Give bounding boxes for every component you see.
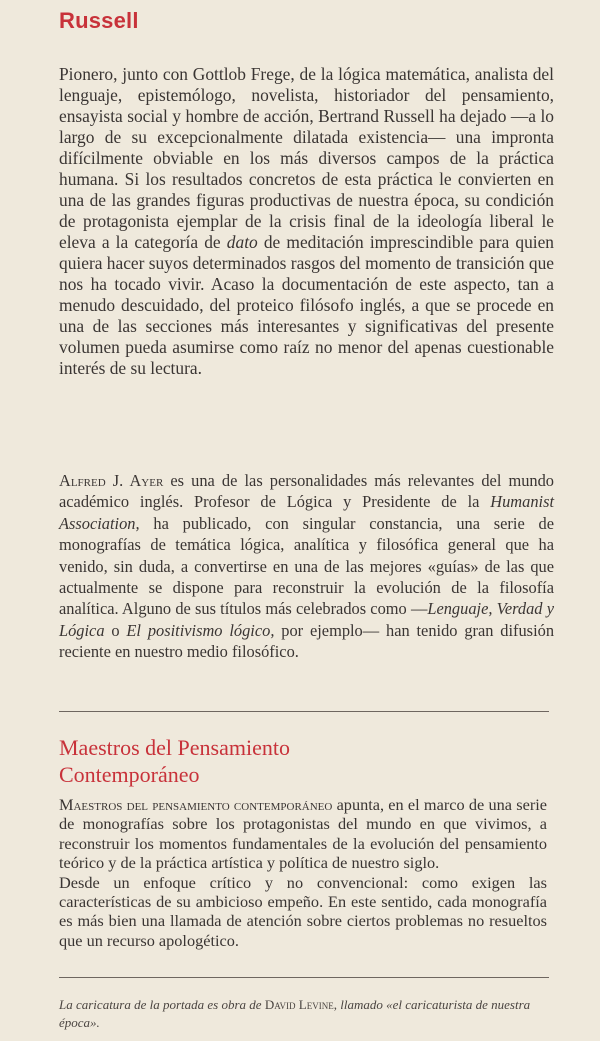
- author-text-4: por ejemplo— han tenido gran difusión reciente en nuestro medio filosófico.: [59, 620, 555, 662]
- intro-text-1: Pionero, junto con Gottlob Frege, de la lógica matemática, analista del lenguaje, epistemólogo, novelista, historiador del pensamiento, ensayista social y hombre de acción, Bertrand Russell ha dejado —a lo largo de su excepcionalmente dilatada existencia— una impronta difícilmente obviable en los más diversos campos de la práctica humana. Si los resultados concretos de esta práctica le convierten en una de las grandes figuras productivas de nuestra época, su condición de protagonista ejemplar de la crisis final de la ideología liberal le eleva a la categoría de: [59, 64, 554, 252]
- author-name: Alfred J. Ayer: [59, 471, 164, 490]
- author-text-1: es una de las personalidades más relevantes del mundo académico inglés. Profesor de Lógica y Presidente de la: [59, 471, 555, 512]
- series-text-1-body: apunta, en el marco de una serie de monografías sobre los protagonistas del mundo en que vivimos, a reconstruir los momentos fundamentales de la evolución del pensamiento teórico y de la práctica artística y política de nuestro siglo.: [59, 795, 547, 873]
- book-title: Russell: [59, 8, 139, 33]
- cover-artist: David Levine,: [264, 997, 337, 1012]
- author-book-2: El positivismo lógico,: [126, 620, 275, 640]
- series-heading-line-1: Maestros del Pensamiento: [59, 735, 290, 760]
- cover-credit: [59, 996, 549, 1032]
- intro-emphasis: dato: [226, 232, 258, 252]
- author-text-2: ha publicado, con singular constancia, una serie de monografías de temática lógica, analítica y filosófica general que ha venido, sin duda, a convertirse en una de las mejores «guías» de las que actualmente se dispone para reconstruir la evolución de la filosofía analítica. Alguno de sus títulos más celebrados como —: [59, 513, 554, 619]
- author-paragraph: [59, 470, 554, 663]
- intro-paragraph: [59, 64, 554, 379]
- cover-credit-text-1: La caricatura de la portada es obra de: [59, 997, 265, 1012]
- series-heading-line-2: Contemporáneo: [59, 762, 200, 787]
- series-heading: [59, 734, 290, 788]
- author-book-1: Lenguaje, Verdad y Lógica: [59, 599, 554, 640]
- series-text-1: [59, 795, 547, 873]
- intro-text-2: de meditación imprescindible para quien quiera hacer suyos determinados rasgos del momento de transición que nos ha tocado vivir. Acaso la documentación de este aspecto, tan a menudo descuidado, del proteico filósofo inglés, a que se procede en una de las secciones más interesantes y significativas del presente volumen pueda asumirse como raíz no menor del apenas cuestionable interés de su lectura.: [59, 232, 555, 378]
- author-organization: Humanist Association,: [59, 492, 554, 533]
- author-text-3: o: [104, 620, 127, 640]
- series-paragraph: [59, 795, 547, 950]
- series-text-2: Desde un enfoque crítico y no convencional: como exigen las características de su ambicioso empeño. En este sentido, cada monografía es más bien una llamada de atención sobre ciertos problemas no resueltos que un recurso apologético.: [59, 872, 547, 950]
- series-name: Maestros del pensamiento contemporáneo: [59, 795, 333, 814]
- divider-bottom: [59, 977, 549, 978]
- divider-top: [59, 711, 549, 712]
- cover-credit-text-2: llamado «el caricaturista de nuestra época».: [59, 997, 531, 1030]
